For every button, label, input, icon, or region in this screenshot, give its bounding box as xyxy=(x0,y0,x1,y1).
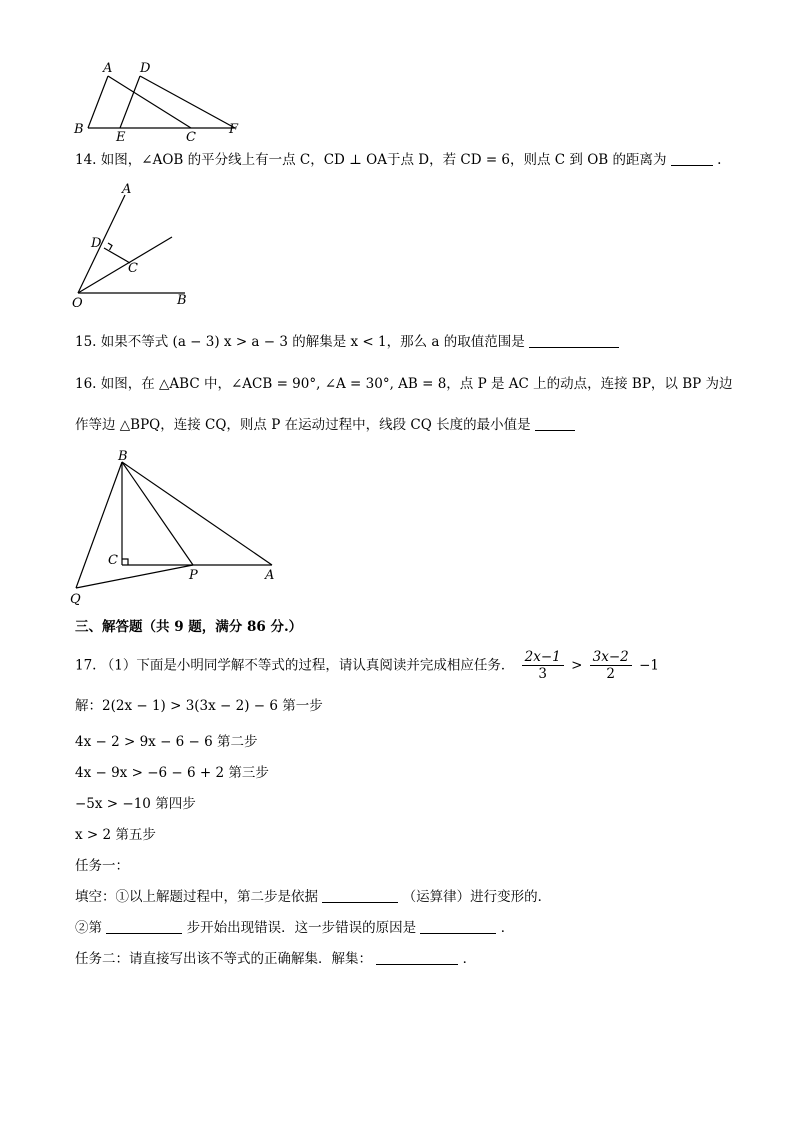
label-Q: Q xyxy=(70,592,81,607)
question-16-line-1: 16. 如图，在 △ABC 中，∠ACB = 90°, ∠A = 30°, AB = 8，点 P 是 AC 上的动点，连接 BP，以 BP 为边 xyxy=(75,376,733,392)
label-C: C xyxy=(108,553,118,568)
answer-blank-17-3[interactable] xyxy=(420,919,496,934)
label-O: O xyxy=(72,296,83,311)
label-A: A xyxy=(265,568,275,583)
solution-step-2: 4x − 2 > 9x − 6 − 6 第二步 xyxy=(75,734,258,750)
solution-step-1: 解：2(2x − 1) > 3(3x − 2) − 6 第一步 xyxy=(75,698,323,714)
answer-blank-17-2[interactable] xyxy=(106,919,182,934)
label-P: P xyxy=(189,568,198,583)
label-F: F xyxy=(229,122,239,137)
label-C: C xyxy=(186,130,196,145)
label-E: E xyxy=(116,130,126,145)
label-A: A xyxy=(103,61,113,76)
section-3-heading: 三、解答题（共 9 题，满分 86 分.） xyxy=(75,619,303,635)
question-15 xyxy=(75,333,619,351)
figure-13 xyxy=(60,55,260,145)
solution-step-5: x > 2 第五步 xyxy=(75,827,156,843)
answer-blank-16[interactable] xyxy=(535,416,575,431)
task-1-fill-1: 填空：①以上解题过程中，第二步是依据 （运算律）进行变形的． xyxy=(75,889,552,905)
question-15-text: 15. 如果不等式 (a − 3) x > a − 3 的解集是 x < 1，那么 a 的取值范围是 xyxy=(75,334,525,350)
answer-blank-14[interactable] xyxy=(671,151,713,166)
question-14-text: 14. 如图，∠AOB 的平分线上有一点 C，CD ⊥ OA于点 D，若 CD = 6，则点 C 到 OB 的距离为 xyxy=(75,152,667,168)
label-D: D xyxy=(140,61,151,76)
label-B: B xyxy=(74,122,84,137)
task-1-fill-2: ②第 步开始出现错误．这一步错误的原因是 ． xyxy=(75,920,515,936)
fraction-left: $\frac{2x-1}{3}$ xyxy=(522,649,564,682)
label-B: B xyxy=(118,449,128,464)
solution-step-3: 4x − 9x > −6 − 6 + 2 第三步 xyxy=(75,765,269,781)
solution-step-4: −5x > −10 第四步 xyxy=(75,796,196,812)
figure-16 xyxy=(60,445,290,610)
label-D: D xyxy=(91,236,102,251)
question-16-line-2: 作等边 △BPQ，连接 CQ，则点 P 在运动过程中，线段 CQ 长度的最小值是 xyxy=(75,416,575,434)
task-2: 任务二：请直接写出该不等式的正确解集．解集： ． xyxy=(75,951,477,967)
answer-blank-15[interactable] xyxy=(529,333,619,348)
answer-blank-17-1[interactable] xyxy=(322,888,398,903)
figure-14 xyxy=(60,180,200,315)
label-B: B xyxy=(177,293,187,308)
question-17-intro: 17. （1）下面是小明同学解不等式的过程，请认真阅读并完成相应任务． $\frac{2x-1}{3}$ > $\frac{3x-2}{2}$ −1 xyxy=(75,649,659,682)
fraction-right: $\frac{3x-2}{2}$ xyxy=(590,649,632,682)
task-1-label: 任务一： xyxy=(75,858,129,874)
answer-blank-17-4[interactable] xyxy=(376,950,458,965)
label-C: C xyxy=(128,261,138,276)
question-14: 14. 如图，∠AOB 的平分线上有一点 C，CD ⊥ OA于点 D，若 CD = 6，则点 C 到 OB 的距离为 . xyxy=(75,152,722,168)
label-A: A xyxy=(122,182,132,197)
